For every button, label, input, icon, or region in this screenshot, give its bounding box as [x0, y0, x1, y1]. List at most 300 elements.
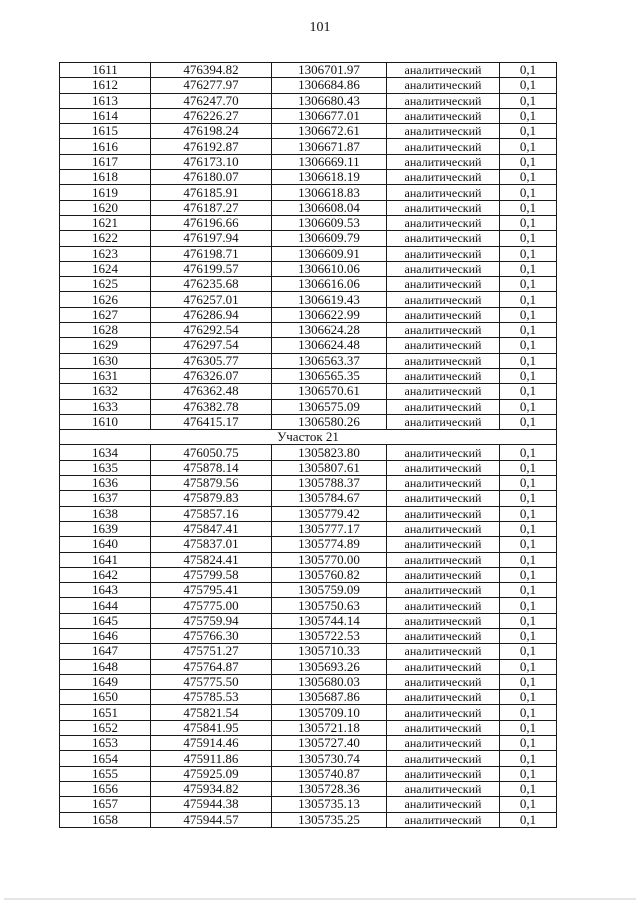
point-number-cell: 1646	[60, 628, 151, 643]
x-coordinate-cell: 476394.82	[151, 63, 272, 78]
y-coordinate-cell: 1306609.91	[272, 246, 387, 261]
point-number-cell: 1643	[60, 583, 151, 598]
x-coordinate-cell: 475914.46	[151, 736, 272, 751]
x-coordinate-cell: 476247.70	[151, 93, 272, 108]
method-cell: аналитический	[387, 552, 500, 567]
y-coordinate-cell: 1305693.26	[272, 659, 387, 674]
y-coordinate-cell: 1306618.19	[272, 170, 387, 185]
x-coordinate-cell: 476305.77	[151, 353, 272, 368]
point-number-cell: 1629	[60, 338, 151, 353]
method-cell: аналитический	[387, 491, 500, 506]
accuracy-cell: 0,1	[500, 567, 557, 582]
accuracy-cell: 0,1	[500, 476, 557, 491]
accuracy-cell: 0,1	[500, 414, 557, 429]
accuracy-cell: 0,1	[500, 93, 557, 108]
y-coordinate-cell: 1305721.18	[272, 720, 387, 735]
page-number: 101	[309, 20, 331, 35]
y-coordinate-cell: 1306618.83	[272, 185, 387, 200]
x-coordinate-cell: 475751.27	[151, 644, 272, 659]
point-number-cell: 1634	[60, 445, 151, 460]
x-coordinate-cell: 476185.91	[151, 185, 272, 200]
table-row	[60, 598, 557, 613]
accuracy-cell: 0,1	[500, 674, 557, 689]
x-coordinate-cell: 476180.07	[151, 170, 272, 185]
method-cell: аналитический	[387, 63, 500, 78]
method-cell: аналитический	[387, 781, 500, 796]
accuracy-cell: 0,1	[500, 185, 557, 200]
accuracy-cell: 0,1	[500, 460, 557, 475]
accuracy-cell: 0,1	[500, 491, 557, 506]
y-coordinate-cell: 1305727.40	[272, 736, 387, 751]
table-row	[60, 460, 557, 475]
accuracy-cell: 0,1	[500, 644, 557, 659]
method-cell: аналитический	[387, 154, 500, 169]
table-row	[60, 659, 557, 674]
x-coordinate-cell: 476257.01	[151, 292, 272, 307]
x-coordinate-cell: 475934.82	[151, 781, 272, 796]
point-number-cell: 1650	[60, 690, 151, 705]
y-coordinate-cell: 1306671.87	[272, 139, 387, 154]
y-coordinate-cell: 1305770.00	[272, 552, 387, 567]
point-number-cell: 1633	[60, 399, 151, 414]
point-number-cell: 1632	[60, 384, 151, 399]
point-number-cell: 1639	[60, 521, 151, 536]
accuracy-cell: 0,1	[500, 108, 557, 123]
table-row	[60, 399, 557, 414]
method-cell: аналитический	[387, 613, 500, 628]
x-coordinate-cell: 475785.53	[151, 690, 272, 705]
y-coordinate-cell: 1306608.04	[272, 200, 387, 215]
point-number-cell: 1628	[60, 323, 151, 338]
point-number-cell: 1657	[60, 797, 151, 812]
point-number-cell: 1624	[60, 261, 151, 276]
x-coordinate-cell: 476196.66	[151, 215, 272, 230]
table-row	[60, 215, 557, 230]
accuracy-cell: 0,1	[500, 506, 557, 521]
method-cell: аналитический	[387, 797, 500, 812]
point-number-cell: 1620	[60, 200, 151, 215]
y-coordinate-cell: 1306580.26	[272, 414, 387, 429]
table-row	[60, 705, 557, 720]
y-coordinate-cell: 1305760.82	[272, 567, 387, 582]
point-number-cell: 1631	[60, 368, 151, 383]
x-coordinate-cell: 475841.95	[151, 720, 272, 735]
x-coordinate-cell: 476277.97	[151, 78, 272, 93]
point-number-cell: 1617	[60, 154, 151, 169]
accuracy-cell: 0,1	[500, 384, 557, 399]
accuracy-cell: 0,1	[500, 583, 557, 598]
point-number-cell: 1645	[60, 613, 151, 628]
point-number-cell: 1647	[60, 644, 151, 659]
method-cell: аналитический	[387, 567, 500, 582]
point-number-cell: 1618	[60, 170, 151, 185]
x-coordinate-cell: 476197.94	[151, 231, 272, 246]
method-cell: аналитический	[387, 124, 500, 139]
y-coordinate-cell: 1305744.14	[272, 613, 387, 628]
x-coordinate-cell: 475821.54	[151, 705, 272, 720]
point-number-cell: 1626	[60, 292, 151, 307]
scan-edge-line	[4, 898, 636, 900]
x-coordinate-cell: 475879.83	[151, 491, 272, 506]
point-number-cell: 1637	[60, 491, 151, 506]
method-cell: аналитический	[387, 384, 500, 399]
accuracy-cell: 0,1	[500, 552, 557, 567]
section-title: Участок 21	[60, 430, 557, 445]
coordinates-table	[59, 62, 557, 828]
x-coordinate-cell: 476362.48	[151, 384, 272, 399]
method-cell: аналитический	[387, 445, 500, 460]
table-row	[60, 338, 557, 353]
method-cell: аналитический	[387, 583, 500, 598]
x-coordinate-cell: 475824.41	[151, 552, 272, 567]
y-coordinate-cell: 1305759.09	[272, 583, 387, 598]
y-coordinate-cell: 1306672.61	[272, 124, 387, 139]
y-coordinate-cell: 1306669.11	[272, 154, 387, 169]
x-coordinate-cell: 476199.57	[151, 261, 272, 276]
x-coordinate-cell: 475837.01	[151, 537, 272, 552]
y-coordinate-cell: 1306610.06	[272, 261, 387, 276]
accuracy-cell: 0,1	[500, 215, 557, 230]
method-cell: аналитический	[387, 812, 500, 827]
point-number-cell: 1621	[60, 215, 151, 230]
table-row	[60, 521, 557, 536]
table-row	[60, 812, 557, 827]
accuracy-cell: 0,1	[500, 399, 557, 414]
y-coordinate-cell: 1306677.01	[272, 108, 387, 123]
point-number-cell: 1654	[60, 751, 151, 766]
accuracy-cell: 0,1	[500, 659, 557, 674]
point-number-cell: 1612	[60, 78, 151, 93]
table-row	[60, 583, 557, 598]
point-number-cell: 1651	[60, 705, 151, 720]
accuracy-cell: 0,1	[500, 720, 557, 735]
y-coordinate-cell: 1305735.25	[272, 812, 387, 827]
table-row	[60, 78, 557, 93]
accuracy-cell: 0,1	[500, 598, 557, 613]
method-cell: аналитический	[387, 246, 500, 261]
accuracy-cell: 0,1	[500, 139, 557, 154]
accuracy-cell: 0,1	[500, 751, 557, 766]
y-coordinate-cell: 1305680.03	[272, 674, 387, 689]
method-cell: аналитический	[387, 414, 500, 429]
x-coordinate-cell: 475775.00	[151, 598, 272, 613]
y-coordinate-cell: 1305722.53	[272, 628, 387, 643]
point-number-cell: 1613	[60, 93, 151, 108]
x-coordinate-cell: 476050.75	[151, 445, 272, 460]
accuracy-cell: 0,1	[500, 231, 557, 246]
accuracy-cell: 0,1	[500, 812, 557, 827]
x-coordinate-cell: 475944.38	[151, 797, 272, 812]
method-cell: аналитический	[387, 200, 500, 215]
x-coordinate-cell: 476297.54	[151, 338, 272, 353]
point-number-cell: 1644	[60, 598, 151, 613]
point-number-cell: 1630	[60, 353, 151, 368]
method-cell: аналитический	[387, 720, 500, 735]
method-cell: аналитический	[387, 766, 500, 781]
point-number-cell: 1642	[60, 567, 151, 582]
accuracy-cell: 0,1	[500, 292, 557, 307]
y-coordinate-cell: 1305750.63	[272, 598, 387, 613]
y-coordinate-cell: 1305710.33	[272, 644, 387, 659]
table-row	[60, 353, 557, 368]
x-coordinate-cell: 476187.27	[151, 200, 272, 215]
method-cell: аналитический	[387, 353, 500, 368]
table-row	[60, 537, 557, 552]
x-coordinate-cell: 475878.14	[151, 460, 272, 475]
point-number-cell: 1641	[60, 552, 151, 567]
accuracy-cell: 0,1	[500, 170, 557, 185]
table-row	[60, 277, 557, 292]
method-cell: аналитический	[387, 506, 500, 521]
table-row	[60, 231, 557, 246]
x-coordinate-cell: 475799.58	[151, 567, 272, 582]
y-coordinate-cell: 1305788.37	[272, 476, 387, 491]
method-cell: аналитический	[387, 231, 500, 246]
accuracy-cell: 0,1	[500, 445, 557, 460]
point-number-cell: 1656	[60, 781, 151, 796]
y-coordinate-cell: 1305777.17	[272, 521, 387, 536]
point-number-cell: 1653	[60, 736, 151, 751]
x-coordinate-cell: 476198.71	[151, 246, 272, 261]
table-row	[60, 445, 557, 460]
table-row	[60, 506, 557, 521]
y-coordinate-cell: 1306575.09	[272, 399, 387, 414]
y-coordinate-cell: 1305735.13	[272, 797, 387, 812]
method-cell: аналитический	[387, 644, 500, 659]
table-row	[60, 307, 557, 322]
point-number-cell: 1614	[60, 108, 151, 123]
x-coordinate-cell: 476226.27	[151, 108, 272, 123]
accuracy-cell: 0,1	[500, 690, 557, 705]
accuracy-cell: 0,1	[500, 537, 557, 552]
method-cell: аналитический	[387, 751, 500, 766]
y-coordinate-cell: 1306624.48	[272, 338, 387, 353]
accuracy-cell: 0,1	[500, 368, 557, 383]
point-number-cell: 1648	[60, 659, 151, 674]
point-number-cell: 1611	[60, 63, 151, 78]
method-cell: аналитический	[387, 674, 500, 689]
point-number-cell: 1610	[60, 414, 151, 429]
method-cell: аналитический	[387, 185, 500, 200]
table-row	[60, 323, 557, 338]
method-cell: аналитический	[387, 521, 500, 536]
method-cell: аналитический	[387, 108, 500, 123]
accuracy-cell: 0,1	[500, 521, 557, 536]
y-coordinate-cell: 1306680.43	[272, 93, 387, 108]
point-number-cell: 1635	[60, 460, 151, 475]
point-number-cell: 1615	[60, 124, 151, 139]
table-row	[60, 384, 557, 399]
table-row	[60, 170, 557, 185]
accuracy-cell: 0,1	[500, 613, 557, 628]
y-coordinate-cell: 1305784.67	[272, 491, 387, 506]
x-coordinate-cell: 476326.07	[151, 368, 272, 383]
x-coordinate-cell: 475766.30	[151, 628, 272, 643]
table-row	[60, 674, 557, 689]
accuracy-cell: 0,1	[500, 277, 557, 292]
point-number-cell: 1622	[60, 231, 151, 246]
table-row	[60, 139, 557, 154]
point-number-cell: 1658	[60, 812, 151, 827]
method-cell: аналитический	[387, 705, 500, 720]
point-number-cell: 1616	[60, 139, 151, 154]
accuracy-cell: 0,1	[500, 705, 557, 720]
x-coordinate-cell: 475879.56	[151, 476, 272, 491]
y-coordinate-cell: 1306609.79	[272, 231, 387, 246]
table-row	[60, 124, 557, 139]
x-coordinate-cell: 476173.10	[151, 154, 272, 169]
method-cell: аналитический	[387, 368, 500, 383]
method-cell: аналитический	[387, 399, 500, 414]
method-cell: аналитический	[387, 659, 500, 674]
section-header-row	[60, 430, 557, 445]
accuracy-cell: 0,1	[500, 781, 557, 796]
table-row	[60, 200, 557, 215]
accuracy-cell: 0,1	[500, 628, 557, 643]
point-number-cell: 1623	[60, 246, 151, 261]
x-coordinate-cell: 476382.78	[151, 399, 272, 414]
method-cell: аналитический	[387, 292, 500, 307]
x-coordinate-cell: 476292.54	[151, 323, 272, 338]
x-coordinate-cell: 475775.50	[151, 674, 272, 689]
table-row	[60, 567, 557, 582]
table-row	[60, 108, 557, 123]
point-number-cell: 1627	[60, 307, 151, 322]
accuracy-cell: 0,1	[500, 124, 557, 139]
table-row	[60, 292, 557, 307]
table-row	[60, 766, 557, 781]
x-coordinate-cell: 475857.16	[151, 506, 272, 521]
y-coordinate-cell: 1306570.61	[272, 384, 387, 399]
method-cell: аналитический	[387, 139, 500, 154]
table-row	[60, 185, 557, 200]
x-coordinate-cell: 475925.09	[151, 766, 272, 781]
method-cell: аналитический	[387, 277, 500, 292]
coordinates-table-body	[60, 63, 557, 828]
method-cell: аналитический	[387, 736, 500, 751]
accuracy-cell: 0,1	[500, 154, 557, 169]
y-coordinate-cell: 1306609.53	[272, 215, 387, 230]
method-cell: аналитический	[387, 215, 500, 230]
x-coordinate-cell: 475847.41	[151, 521, 272, 536]
accuracy-cell: 0,1	[500, 736, 557, 751]
method-cell: аналитический	[387, 598, 500, 613]
table-row	[60, 368, 557, 383]
y-coordinate-cell: 1306563.37	[272, 353, 387, 368]
table-row	[60, 246, 557, 261]
table-row	[60, 552, 557, 567]
y-coordinate-cell: 1305709.10	[272, 705, 387, 720]
table-row	[60, 781, 557, 796]
table-row	[60, 720, 557, 735]
table-row	[60, 63, 557, 78]
accuracy-cell: 0,1	[500, 323, 557, 338]
y-coordinate-cell: 1306701.97	[272, 63, 387, 78]
x-coordinate-cell: 476192.87	[151, 139, 272, 154]
point-number-cell: 1638	[60, 506, 151, 521]
y-coordinate-cell: 1305774.89	[272, 537, 387, 552]
point-number-cell: 1652	[60, 720, 151, 735]
x-coordinate-cell: 475764.87	[151, 659, 272, 674]
x-coordinate-cell: 475759.94	[151, 613, 272, 628]
y-coordinate-cell: 1305730.74	[272, 751, 387, 766]
y-coordinate-cell: 1306622.99	[272, 307, 387, 322]
table-row	[60, 93, 557, 108]
method-cell: аналитический	[387, 476, 500, 491]
accuracy-cell: 0,1	[500, 797, 557, 812]
x-coordinate-cell: 475795.41	[151, 583, 272, 598]
table-row	[60, 644, 557, 659]
method-cell: аналитический	[387, 170, 500, 185]
method-cell: аналитический	[387, 307, 500, 322]
accuracy-cell: 0,1	[500, 78, 557, 93]
method-cell: аналитический	[387, 537, 500, 552]
y-coordinate-cell: 1306619.43	[272, 292, 387, 307]
point-number-cell: 1640	[60, 537, 151, 552]
point-number-cell: 1655	[60, 766, 151, 781]
accuracy-cell: 0,1	[500, 307, 557, 322]
method-cell: аналитический	[387, 338, 500, 353]
y-coordinate-cell: 1305823.80	[272, 445, 387, 460]
y-coordinate-cell: 1305779.42	[272, 506, 387, 521]
table-row	[60, 690, 557, 705]
table-row	[60, 797, 557, 812]
table-row	[60, 613, 557, 628]
table-row	[60, 751, 557, 766]
y-coordinate-cell: 1306684.86	[272, 78, 387, 93]
table-row	[60, 736, 557, 751]
accuracy-cell: 0,1	[500, 353, 557, 368]
y-coordinate-cell: 1305740.87	[272, 766, 387, 781]
accuracy-cell: 0,1	[500, 261, 557, 276]
x-coordinate-cell: 476235.68	[151, 277, 272, 292]
method-cell: аналитический	[387, 261, 500, 276]
method-cell: аналитический	[387, 460, 500, 475]
y-coordinate-cell: 1305807.61	[272, 460, 387, 475]
point-number-cell: 1625	[60, 277, 151, 292]
table-row	[60, 491, 557, 506]
table-row	[60, 414, 557, 429]
method-cell: аналитический	[387, 628, 500, 643]
accuracy-cell: 0,1	[500, 200, 557, 215]
point-number-cell: 1649	[60, 674, 151, 689]
table-row	[60, 154, 557, 169]
accuracy-cell: 0,1	[500, 338, 557, 353]
method-cell: аналитический	[387, 323, 500, 338]
y-coordinate-cell: 1306565.35	[272, 368, 387, 383]
x-coordinate-cell: 476198.24	[151, 124, 272, 139]
accuracy-cell: 0,1	[500, 63, 557, 78]
point-number-cell: 1636	[60, 476, 151, 491]
y-coordinate-cell: 1305728.36	[272, 781, 387, 796]
y-coordinate-cell: 1305687.86	[272, 690, 387, 705]
x-coordinate-cell: 475911.86	[151, 751, 272, 766]
method-cell: аналитический	[387, 78, 500, 93]
y-coordinate-cell: 1306616.06	[272, 277, 387, 292]
point-number-cell: 1619	[60, 185, 151, 200]
table-row	[60, 476, 557, 491]
accuracy-cell: 0,1	[500, 246, 557, 261]
x-coordinate-cell: 475944.57	[151, 812, 272, 827]
x-coordinate-cell: 476286.94	[151, 307, 272, 322]
y-coordinate-cell: 1306624.28	[272, 323, 387, 338]
table-row	[60, 628, 557, 643]
method-cell: аналитический	[387, 690, 500, 705]
table-row	[60, 261, 557, 276]
x-coordinate-cell: 476415.17	[151, 414, 272, 429]
method-cell: аналитический	[387, 93, 500, 108]
accuracy-cell: 0,1	[500, 766, 557, 781]
